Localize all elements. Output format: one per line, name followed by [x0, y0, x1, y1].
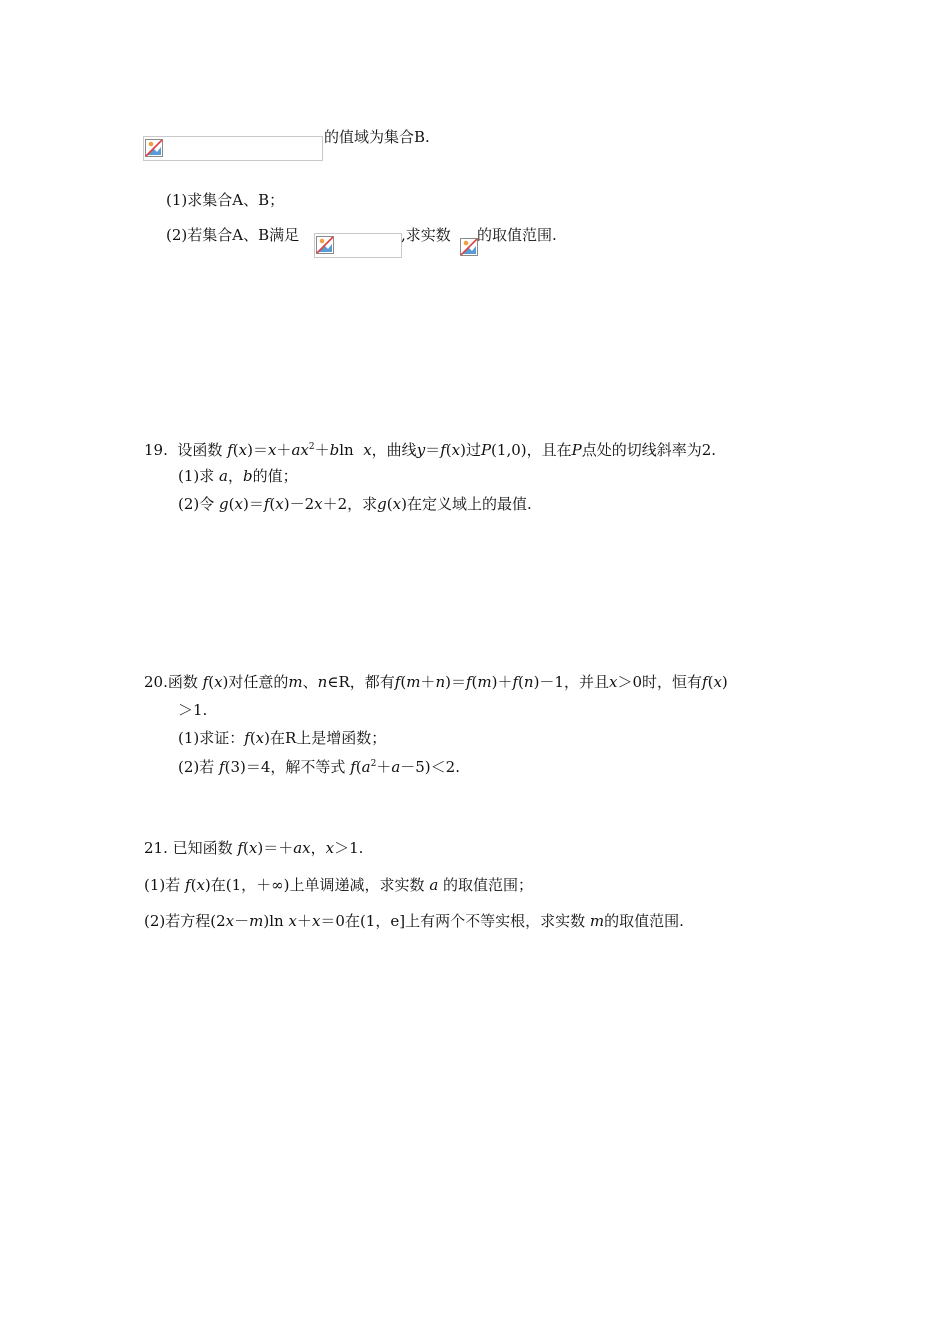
- q18-part2-end: [477, 225, 557, 245]
- q18-part2-text: (2)若集合A、B满足: [166, 226, 300, 244]
- q20-stem: 20.函数 f(x)对任意的m、n∈R，都有f(m＋n)＝f(m)＋f(n)－1，并且x＞0时，恒有f(x): [144, 673, 728, 691]
- q18-part2-mid-text: ,求实数: [401, 226, 451, 244]
- q18-line1: [324, 127, 430, 147]
- q18-part2: [166, 225, 299, 245]
- q20-number: 20.: [144, 673, 168, 691]
- q18-part2-mid: [401, 225, 451, 245]
- q18-part2-end-text: 的取值范围.: [477, 226, 557, 244]
- q19-part1: (1)求 a，b的值；: [178, 467, 298, 485]
- q20-part1: (1)求证：f(x)在R上是增函数；: [178, 729, 387, 747]
- q18-part1: [166, 190, 284, 210]
- q19-part2: (2)令 g(x)＝f(x)－2x＋2，求g(x)在定义域上的最值.: [178, 495, 532, 513]
- q21-part1: (1)若 f(x)在(1，＋∞)上单调递减，求实数 a 的取值范围；: [144, 876, 534, 894]
- broken-image-icon: [145, 139, 163, 157]
- broken-image-icon: [460, 238, 478, 256]
- q20-part2: (2)若 f(3)＝4，解不等式 $f(a^2+a-5)<2$.: [178, 758, 460, 776]
- q19-number: 19.: [144, 441, 168, 459]
- formula-image-placeholder: [143, 136, 323, 161]
- q20-stem-cont: ＞1.: [178, 701, 208, 719]
- q18-line1-text: 的值域为集合B.: [324, 128, 430, 146]
- q21-stem: 21. 已知函数 f(x)＝＋ax，x＞1.: [144, 839, 364, 857]
- broken-image-icon: [316, 236, 334, 254]
- q21-number: 21.: [144, 839, 168, 857]
- q19-stem: 19. 设函数 $f(x)=x+ax^2+bln$ x，曲线y＝f(x)过P(1,0)，且在P点处的切线斜率为2.: [144, 441, 717, 459]
- q18-part1-text: (1)求集合A、B；: [166, 191, 285, 209]
- q21-part2: (2)若方程(2x－m)ln x＋x＝0在(1，e]上有两个不等实根，求实数 m的取值范围.: [144, 912, 684, 930]
